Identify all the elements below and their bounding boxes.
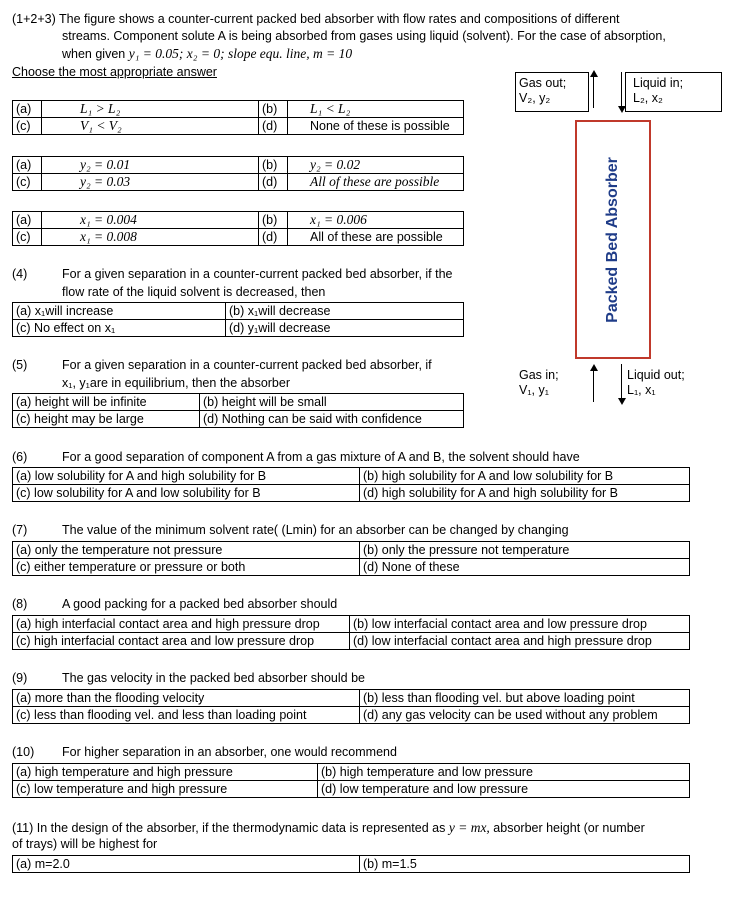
liquid-in-box: [625, 72, 722, 112]
q11-stem-1b: absorber height (or number: [493, 821, 645, 835]
q5-number: (5): [12, 358, 28, 372]
q4-number: (4): [12, 267, 28, 281]
q9-option-b[interactable]: (b) less than flooding vel. but above loading point: [360, 690, 690, 707]
q9-stem: The gas velocity in the packed bed absorber should be: [62, 671, 365, 685]
q6-option-b[interactable]: (b) high solubility for A and low solubility for B: [360, 468, 690, 485]
gas-in-label: Gas in;: [519, 368, 559, 382]
q1-option-c[interactable]: V₁ < V₂: [42, 118, 259, 135]
q3-options: [12, 211, 464, 246]
q7-option-d[interactable]: (d) None of these: [360, 559, 690, 576]
q7-number: (7): [12, 523, 28, 537]
q8-stem: A good packing for a packed bed absorber should: [62, 597, 338, 611]
q4-option-d[interactable]: (d) y₁will decrease: [226, 320, 464, 337]
gas-out-box: [515, 72, 589, 112]
q11-stem-1: [12, 820, 645, 836]
q1-a-label: (a): [13, 101, 42, 118]
q11-option-a[interactable]: (a) m=2.0: [13, 856, 360, 873]
q2-option-d[interactable]: All of these are possible: [288, 174, 464, 191]
q9-option-d[interactable]: (d) any gas velocity can be used without any problem: [360, 707, 690, 724]
header-line-2: streams. Component solute A is being absorbed from gases using liquid (solvent). For the case of absorption,: [62, 29, 666, 43]
q4-option-a[interactable]: (a) x₁will increase: [13, 303, 226, 320]
q2-option-b[interactable]: y₂ = 0.02: [288, 157, 464, 174]
packed-bed-column: [575, 120, 651, 359]
q3-option-b[interactable]: x₁ = 0.006: [288, 212, 464, 229]
q10-option-d[interactable]: (d) low temperature and low pressure: [318, 781, 690, 798]
q10-option-c[interactable]: (c) low temperature and high pressure: [13, 781, 318, 798]
given-values: y₁ = 0.05; x₂ = 0; slope equ. line, m = 10: [128, 46, 353, 61]
header-line-3-prefix: when given: [62, 47, 126, 61]
q9-option-c[interactable]: (c) less than flooding vel. and less than loading point: [13, 707, 360, 724]
q10-option-b[interactable]: (b) high temperature and low pressure: [318, 764, 690, 781]
liquid-out-arrow-shaft: [621, 364, 622, 400]
q1-option-a[interactable]: L₁ > L₂: [42, 101, 259, 118]
q11-stem-1a: (11) In the design of the absorber, if the thermodynamic data is represented as: [12, 821, 446, 835]
q3-d-label: (d): [259, 229, 288, 246]
q10-options: [12, 763, 690, 798]
q8-number: (8): [12, 597, 28, 611]
q1-d-label: (d): [259, 118, 288, 135]
q1-option-b[interactable]: L₁ < L₂: [288, 101, 464, 118]
q6-options: [12, 467, 690, 502]
q5-option-d[interactable]: (d) Nothing can be said with confidence: [200, 411, 464, 428]
q11-option-b[interactable]: (b) m=1.5: [360, 856, 690, 873]
q8-option-c[interactable]: (c) high interfacial contact area and low pressure drop: [13, 633, 350, 650]
q1-options: [12, 100, 464, 135]
q5-stem-1: For a given separation in a counter-current packed bed absorber, if: [62, 358, 432, 372]
q4-stem-2: flow rate of the liquid solvent is decreased, then: [62, 285, 326, 299]
liquid-out-symbols: L₁, x₁: [627, 383, 656, 397]
q3-c-label: (c): [13, 229, 42, 246]
q6-stem: For a good separation of component A from a gas mixture of A and B, the solvent should have: [62, 450, 580, 464]
q7-option-a[interactable]: (a) only the temperature not pressure: [13, 542, 360, 559]
q8-option-b[interactable]: (b) low interfacial contact area and low pressure drop: [350, 616, 690, 633]
q5-option-a[interactable]: (a) height will be infinite: [13, 394, 200, 411]
q11-stem-2: of trays) will be highest for: [12, 837, 158, 851]
q5-option-b[interactable]: (b) height will be small: [200, 394, 464, 411]
q11-options: [12, 855, 690, 873]
q4-option-b[interactable]: (b) x₁will decrease: [226, 303, 464, 320]
up-arrow-icon: [590, 70, 598, 77]
q3-option-d[interactable]: All of these are possible: [288, 229, 464, 246]
q9-option-a[interactable]: (a) more than the flooding velocity: [13, 690, 360, 707]
q10-option-a[interactable]: (a) high temperature and high pressure: [13, 764, 318, 781]
q1-option-d[interactable]: None of these is possible: [288, 118, 464, 135]
q6-option-c[interactable]: (c) low solubility for A and low solubility for B: [13, 485, 360, 502]
q4-stem-1: For a given separation in a counter-current packed bed absorber, if the: [62, 267, 453, 281]
q1-c-label: (c): [13, 118, 42, 135]
q8-option-d[interactable]: (d) low interfacial contact area and high pressure drop: [350, 633, 690, 650]
gas-in-box: [519, 368, 559, 398]
q7-stem: The value of the minimum solvent rate( (Lmin) for an absorber can be changed by changing: [62, 523, 569, 537]
question-group-label: (1+2+3): [12, 12, 56, 26]
absorber-figure: [513, 70, 726, 413]
q9-options: [12, 689, 690, 724]
liquid-in-arrow-shaft: [621, 72, 622, 108]
q11-equation: y = mx,: [448, 820, 490, 835]
q2-option-c[interactable]: y₂ = 0.03: [42, 174, 259, 191]
q7-option-c[interactable]: (c) either temperature or pressure or both: [13, 559, 360, 576]
q2-option-a[interactable]: y₂ = 0.01: [42, 157, 259, 174]
liquid-out-label: Liquid out;: [627, 368, 685, 382]
q3-option-c[interactable]: x₁ = 0.008: [42, 229, 259, 246]
header-line-3: [62, 46, 352, 62]
down-arrow-icon: [618, 398, 626, 405]
q2-b-label: (b): [259, 157, 288, 174]
q7-options: [12, 541, 690, 576]
header-line-1: The figure shows a counter-current packed bed absorber with flow rates and compositions of different: [59, 12, 620, 26]
q2-d-label: (d): [259, 174, 288, 191]
q6-option-d[interactable]: (d) high solubility for A and high solubility for B: [360, 485, 690, 502]
liquid-in-label: Liquid in;: [633, 76, 684, 90]
q2-a-label: (a): [13, 157, 42, 174]
q5-option-c[interactable]: (c) height may be large: [13, 411, 200, 428]
gas-out-symbols: V₂, y₂: [519, 91, 551, 105]
q1-b-label: (b): [259, 101, 288, 118]
q3-option-a[interactable]: x₁ = 0.004: [42, 212, 259, 229]
q3-b-label: (b): [259, 212, 288, 229]
column-label: Packed Bed Absorber: [604, 156, 621, 323]
q8-options: [12, 615, 690, 650]
q7-option-b[interactable]: (b) only the pressure not temperature: [360, 542, 690, 559]
q4-option-c[interactable]: (c) No effect on x₁: [13, 320, 226, 337]
up-arrow-icon: [590, 364, 598, 371]
question-header: [12, 12, 620, 26]
q10-stem: For higher separation in an absorber, one would recommend: [62, 745, 397, 759]
q4-options: [12, 302, 464, 337]
liquid-in-symbols: L₂, x₂: [633, 91, 663, 105]
q2-options: [12, 156, 464, 191]
gas-out-arrow-shaft: [593, 74, 594, 108]
q2-c-label: (c): [13, 174, 42, 191]
instruction: Choose the most appropriate answer: [12, 65, 217, 79]
q9-number: (9): [12, 671, 28, 685]
gas-out-label: Gas out;: [519, 76, 567, 90]
q8-option-a[interactable]: (a) high interfacial contact area and high pressure drop: [13, 616, 350, 633]
q6-option-a[interactable]: (a) low solubility for A and high solubility for B: [13, 468, 360, 485]
q10-number: (10): [12, 745, 35, 759]
gas-in-symbols: V₁, y₁: [519, 383, 549, 397]
gas-in-arrow-shaft: [593, 368, 594, 402]
q6-number: (6): [12, 450, 28, 464]
q5-stem-2: x₁, y₁are in equilibrium, then the absorber: [62, 376, 290, 390]
q3-a-label: (a): [13, 212, 42, 229]
q5-options: [12, 393, 464, 428]
liquid-out-box: [627, 368, 685, 398]
